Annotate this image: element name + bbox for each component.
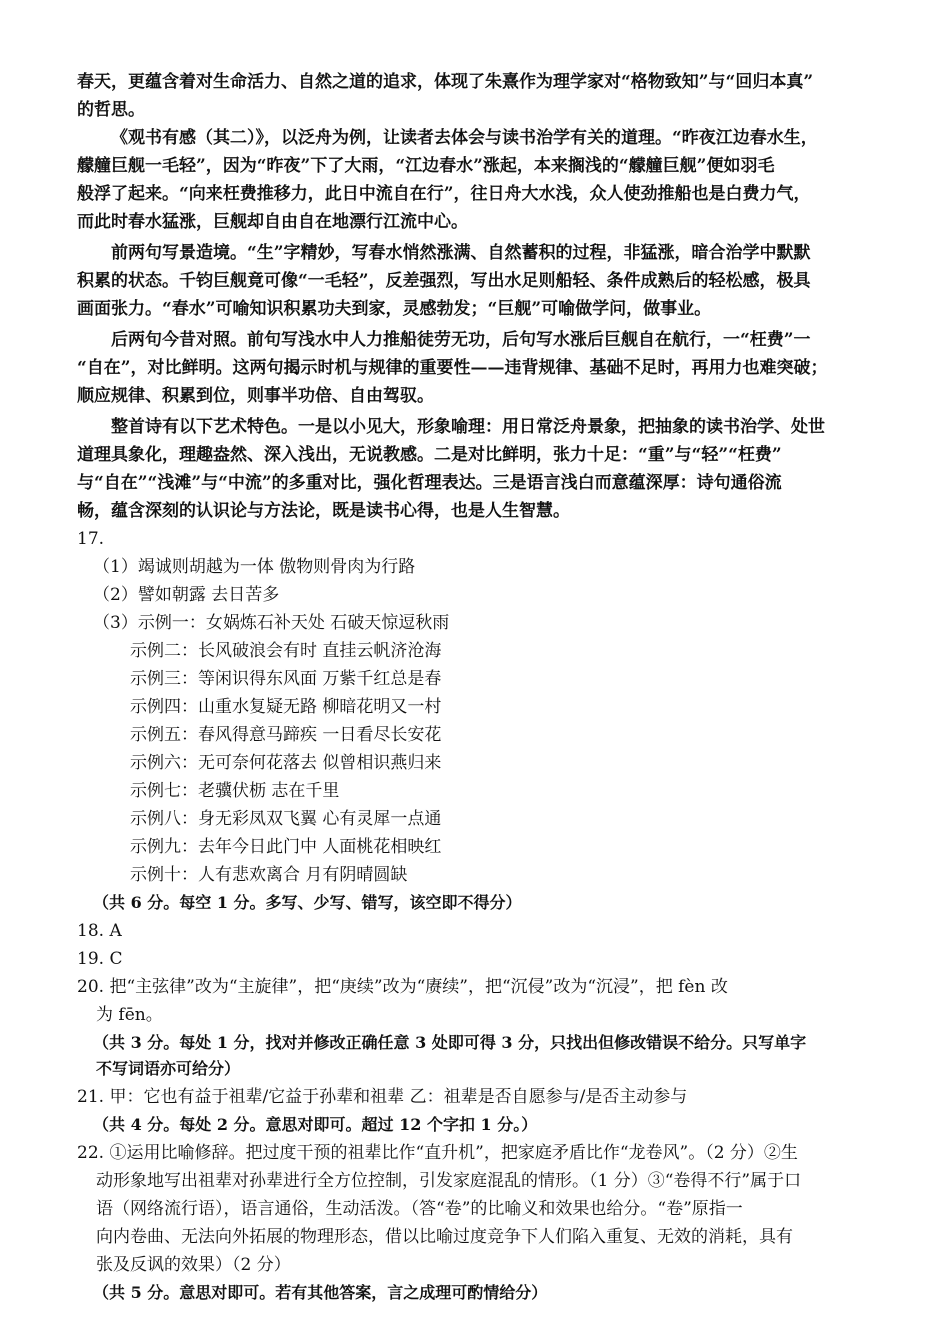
answer-line: 19. C [77, 949, 123, 969]
example-line: 示例八：身无彩凤双飞翼 心有灵犀一点通 [130, 809, 442, 829]
example-line: 示例三：等闲识得东风面 万紫千红总是春 [130, 669, 442, 689]
analysis-line: 与“自在”“浅滩”与“中流”的多重对比，强化哲理表达。三是语言浅白而意蕴深厚：诗句通俗流 [77, 473, 782, 493]
analysis-line: “自在”，对比鲜明。这两句揭示时机与规律的重要性——违背规律、基础不足时，再用力也难突破； [77, 358, 828, 378]
analysis-line: 般浮了起来。“向来枉费推移力，此日中流自在行”，往日舟大水浅，众人使劲推船也是白费力气， [77, 184, 811, 204]
answer-line: 动形象地写出祖辈对孙辈进行全方位控制，引发家庭混乱的情形。（1 分）③“卷得不行”属于口 [96, 1171, 802, 1191]
analysis-line: 顺应规律、积累到位，则事半功倍、自由驾驭。 [77, 386, 434, 406]
scoring-note: （共 5 分。意思对即可。若有其他答案，言之成理可酌情给分） [93, 1283, 548, 1302]
analysis-line: 畅，蕴含深刻的认识论与方法论，既是读书心得，也是人生智慧。 [77, 501, 570, 521]
answer-line: 21. 甲：它也有益于祖辈/它益于孙辈和祖辈 乙：祖辈是否自愿参与/是否主动参与 [77, 1087, 688, 1107]
example-line: 示例四：山重水复疑无路 柳暗花明又一村 [130, 697, 442, 717]
answer-line: 22. ①运用比喻修辞。把过度干预的祖辈比作“直升机”，把家庭矛盾比作“龙卷风”。（2 分）②生 [77, 1143, 798, 1163]
answer-line: （3）示例一：女娲炼石补天处 石破天惊逗秋雨 [93, 613, 450, 633]
example-line: 示例二：长风破浪会有时 直挂云帆济沧海 [130, 641, 442, 661]
example-line: 示例六：无可奈何花落去 似曾相识燕归来 [130, 753, 442, 773]
analysis-line: 整首诗有以下艺术特色。一是以小见大，形象喻理：用日常泛舟景象，把抽象的读书治学、处世 [111, 417, 825, 437]
example-line: 示例五：春风得意马蹄疾 一日看尽长安花 [130, 725, 442, 745]
analysis-line: 的哲思。 [77, 100, 145, 120]
scoring-note: （共 3 分。每处 1 分，找对并修改正确任意 3 处即可得 3 分，只找出但修改错误不给分。只写单字 [93, 1033, 807, 1052]
scoring-note: 不写词语亦可给分） [96, 1059, 241, 1078]
answer-line: 语（网络流行语），语言通俗，生动活泼。（答“卷”的比喻义和效果也给分。“卷”原指一 [96, 1199, 743, 1219]
answer-line: 18. A [77, 921, 122, 941]
example-line: 示例十：人有悲欢离合 月有阴晴圆缺 [130, 865, 408, 885]
question-number: 17. [77, 529, 105, 549]
answer-line: 向内卷曲、无法向外拓展的物理形态，借以比喻过度竞争下人们陷入重复、无效的消耗，具有 [96, 1227, 793, 1247]
answer-line: （2）譬如朝露 去日苦多 [93, 585, 280, 605]
analysis-line: 后两句今昔对照。前句写浅水中人力推船徒劳无功，后句写水涨后巨舰自在航行，一“枉费”一 [111, 330, 811, 350]
answer-line: 张及反讽的效果）（2 分） [96, 1255, 291, 1275]
scoring-note: （共 4 分。每处 2 分。意思对即可。超过 12 个字扣 1 分。） [93, 1115, 538, 1134]
analysis-line: 画面张力。“春水”可喻知识积累功夫到家，灵感勃发；“巨舰”可喻做学问，做事业。 [77, 299, 712, 319]
example-line: 示例九：去年今日此门中 人面桃花相映红 [130, 837, 442, 857]
analysis-line: 积累的状态。千钧巨舰竟可像“一毛轻”，反差强烈，写出水足则船轻、条件成熟后的轻松感，极具 [77, 271, 811, 291]
analysis-line: 艨艟巨舰一毛轻”，因为“昨夜”下了大雨，“江边春水”涨起，本来搁浅的“艨艟巨舰”便如羽毛 [77, 156, 775, 176]
analysis-line: 而此时春水猛涨，巨舰却自由自在地漂行江流中心。 [77, 212, 468, 232]
analysis-line: 前两句写景造境。“生”字精妙，写春水悄然涨满、自然蓄积的过程，非猛涨，暗合治学中默默 [111, 243, 811, 263]
answer-line: （1）竭诚则胡越为一体 傲物则骨肉为行路 [93, 557, 416, 577]
answer-line: 20. 把“主弦律”改为“主旋律”，把“庚续”改为“赓续”，把“沉侵”改为“沉浸”，把 fèn 改 [77, 977, 728, 997]
analysis-line: 春天，更蕴含着对生命活力、自然之道的追求，体现了朱熹作为理学家对“格物致知”与“回归本真” [77, 72, 814, 92]
analysis-line: 《观书有感（其二）》，以泛舟为例，让读者去体会与读书治学有关的道理。“昨夜江边春水生， [111, 128, 818, 148]
scoring-note: （共 6 分。每空 1 分。多写、少写、错写，该空即不得分） [93, 893, 522, 912]
analysis-line: 道理具象化，理趣盎然、深入浅出，无说教感。二是对比鲜明，张力十足：“重”与“轻”“枉费” [77, 445, 782, 465]
answer-line: 为 fēn。 [96, 1005, 163, 1025]
example-line: 示例七：老骥伏枥 志在千里 [130, 781, 340, 801]
